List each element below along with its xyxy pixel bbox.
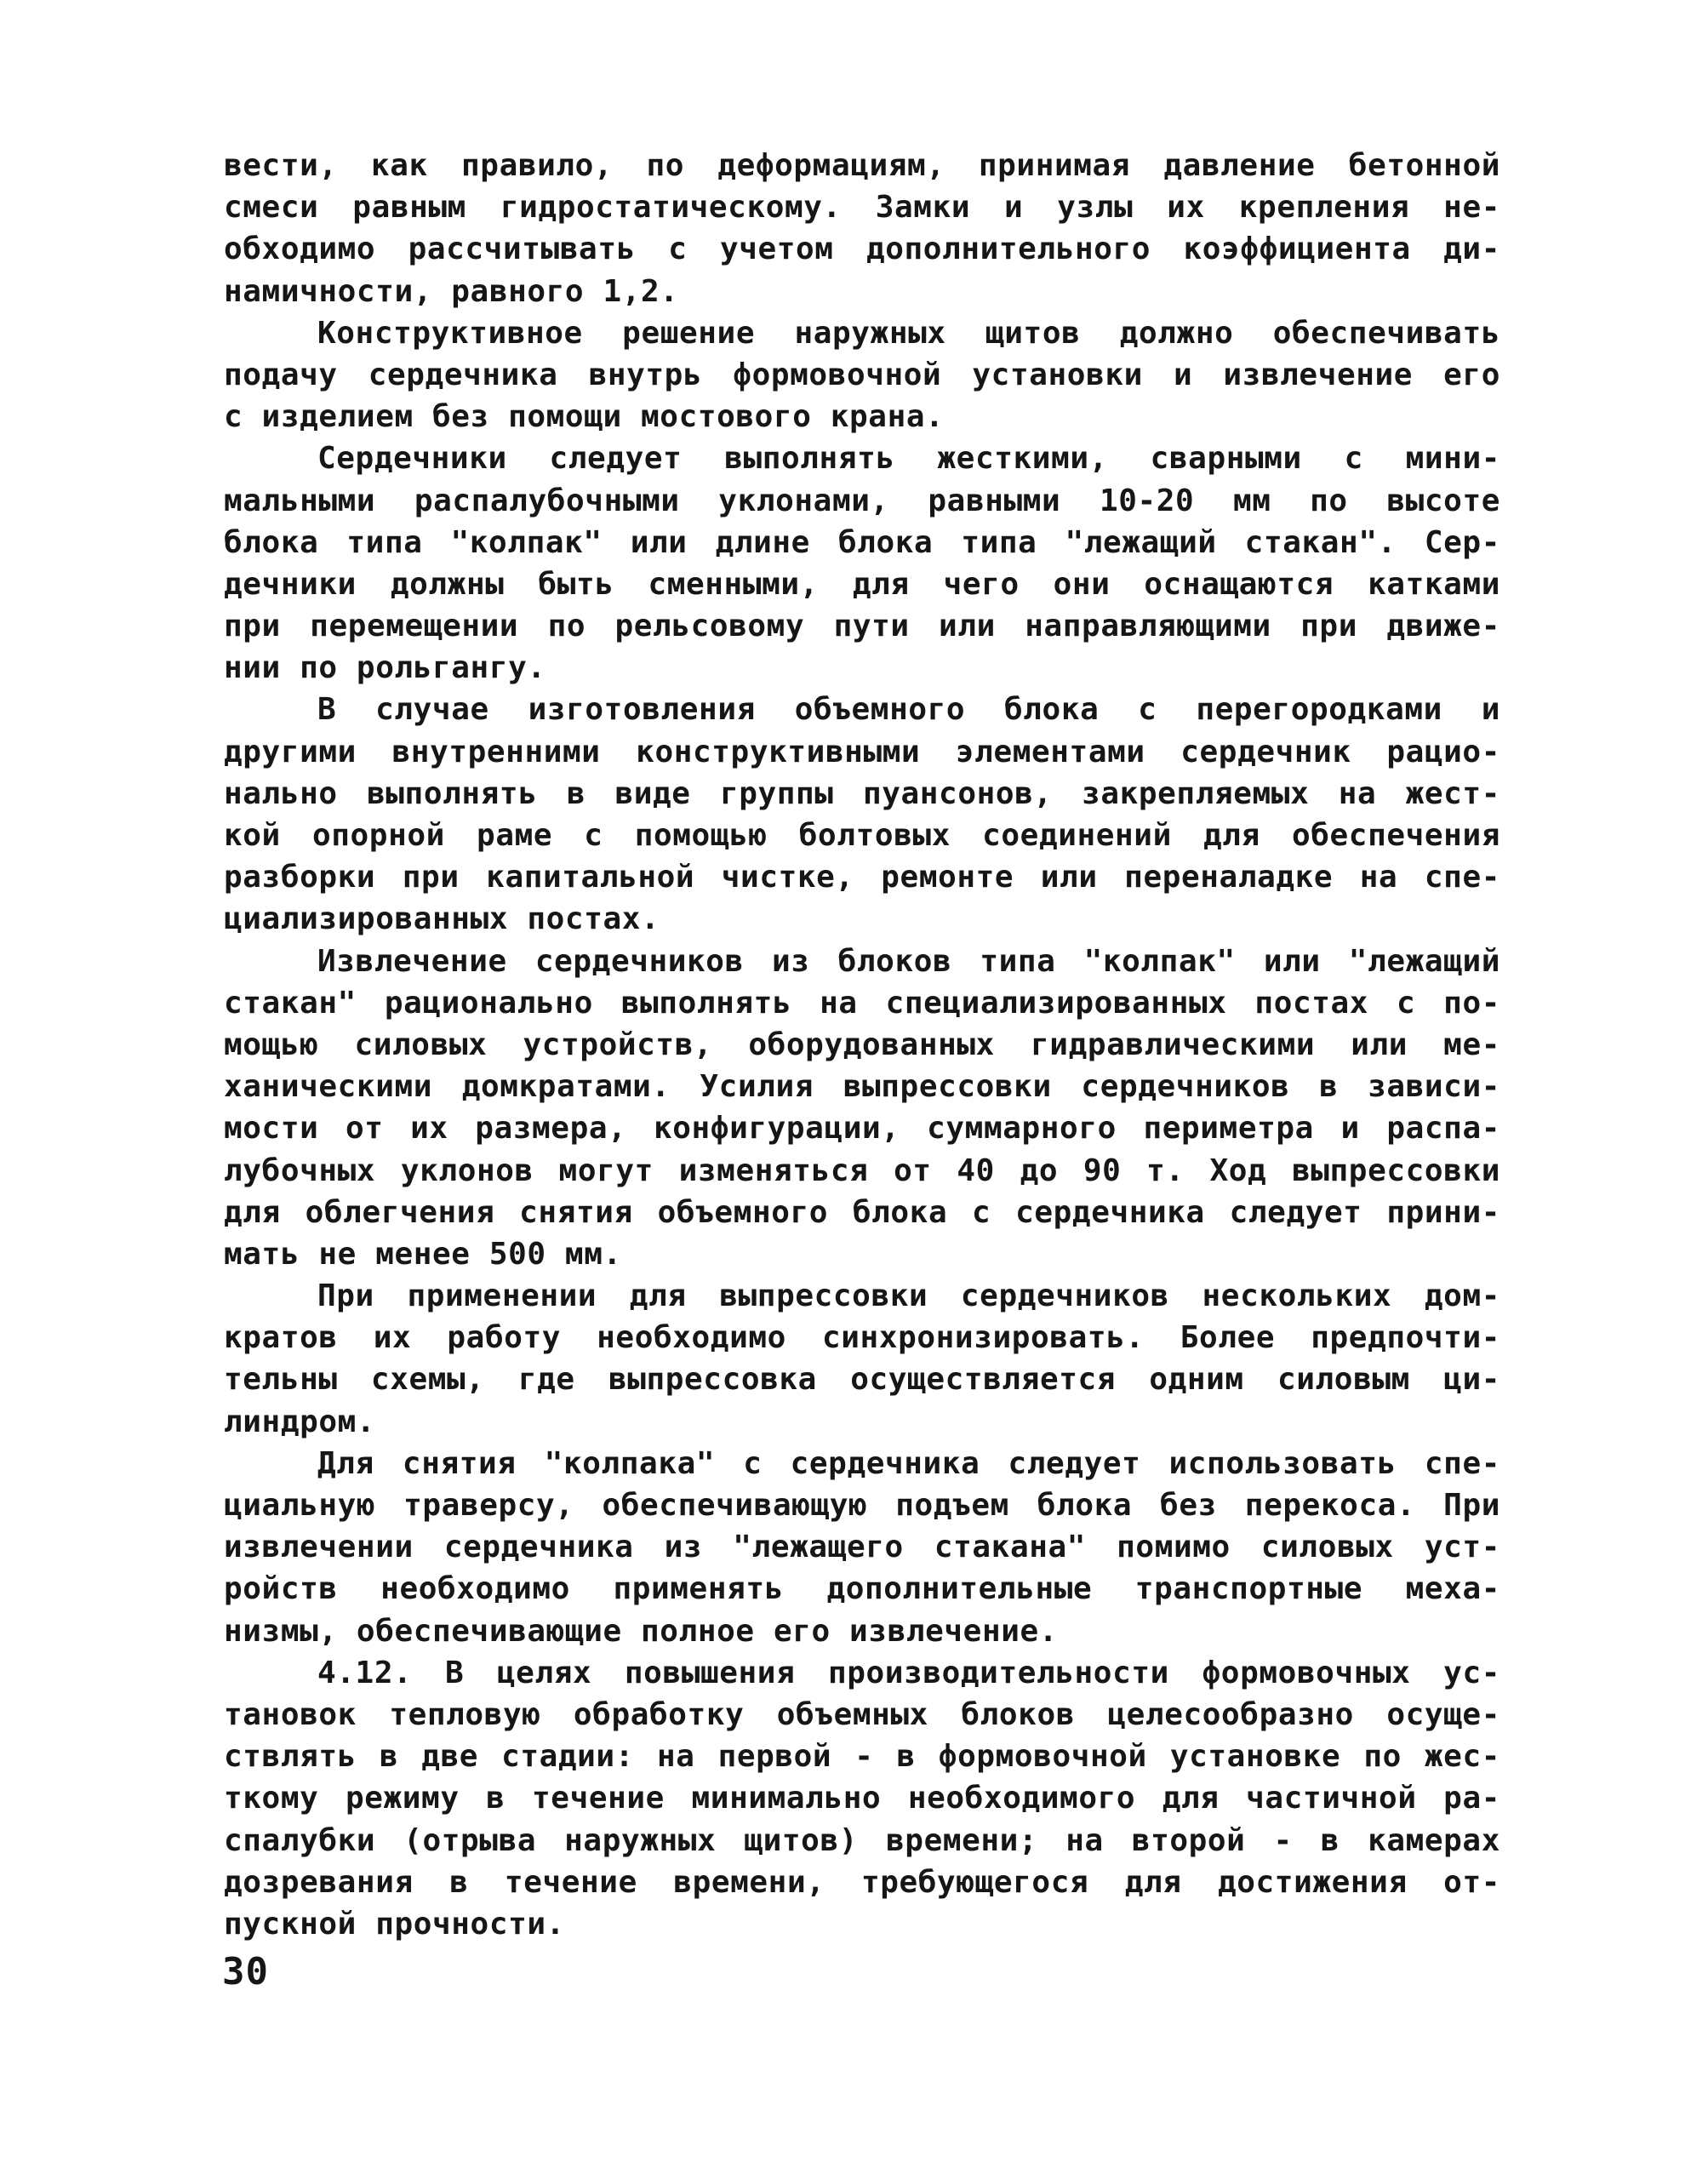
text-line: Конструктивное решение наружных щитов должно обеспечивать bbox=[317, 315, 1500, 351]
text-line: разборки при капитальной чистке, ремонте или переналадке на спе- bbox=[224, 860, 1500, 895]
text-line: смеси равным гидростатическому. Замки и узлы их крепления не- bbox=[224, 190, 1500, 226]
text-line: лубочных уклонов могут изменяться от 40 до 90 т. Ход выпрессовки bbox=[224, 1152, 1500, 1188]
text-line: нии по рольгангу. bbox=[224, 650, 546, 686]
paragraph-traverse bbox=[224, 1443, 1500, 1652]
text-line: обходимо рассчитывать с учетом дополнительного коэффициента ди- bbox=[224, 232, 1500, 267]
paragraph-partitions bbox=[224, 689, 1500, 940]
text-line: мальными распалубочными уклонами, равными 10-20 мм по высоте bbox=[224, 483, 1500, 518]
text-line: для облегчения снятия объемного блока с сердечника следует прини- bbox=[224, 1194, 1500, 1230]
paragraph-continuation bbox=[224, 145, 1500, 312]
text-line: В случае изготовления объемного блока с перегородками и bbox=[317, 692, 1500, 728]
text-line: блока типа "колпак" или длине блока типа "лежащий стакан". Сер- bbox=[224, 524, 1500, 560]
text-line: циализированных постах. bbox=[224, 901, 660, 937]
text-line: 4.12. В целях повышения производительности формовочных ус- bbox=[317, 1655, 1500, 1690]
text-line: При применении для выпрессовки сердечников нескольких дом- bbox=[317, 1278, 1500, 1314]
text-line: тельны схемы, где выпрессовка осуществляется одним силовым ци- bbox=[224, 1362, 1500, 1398]
paragraph-core-extraction bbox=[224, 941, 1500, 1276]
text-line: ханическими домкратами. Усилия выпрессовки сердечников в зависи- bbox=[224, 1069, 1500, 1105]
document-page bbox=[224, 145, 1500, 2102]
page-number: 30 bbox=[222, 1950, 269, 1993]
text-line: кой опорной раме с помощью болтовых соединений для обеспечения bbox=[224, 818, 1500, 853]
text-line: дозревания в течение времени, требующегося для достижения от- bbox=[224, 1864, 1500, 1900]
text-line: Сердечники следует выполнять жесткими, сварными с мини- bbox=[317, 441, 1500, 477]
text-line: при перемещении по рельсовому пути или направляющими при движе- bbox=[224, 609, 1500, 644]
text-line: извлечении сердечника из "лежащего стакана" помимо силовых уст- bbox=[224, 1530, 1500, 1565]
text-line: Для снятия "колпака" с сердечника следует использовать спе- bbox=[317, 1445, 1500, 1481]
text-line: низмы, обеспечивающие полное его извлечение. bbox=[224, 1613, 1059, 1649]
text-line: нально выполнять в виде группы пуансонов, закрепляемых на жест- bbox=[224, 775, 1500, 811]
text-line: тановок тепловую обработку объемных блоков целесообразно осуще- bbox=[224, 1696, 1500, 1732]
paragraph-outer-panels bbox=[224, 312, 1500, 438]
text-line: линдром. bbox=[224, 1404, 376, 1439]
text-line: кратов их работу необходимо синхронизировать. Более предпочти- bbox=[224, 1320, 1500, 1356]
text-line: другими внутренними конструктивными элементами сердечник рацио- bbox=[224, 734, 1500, 769]
text-line: циальную траверсу, обеспечивающую подъем блока без перекоса. При bbox=[224, 1488, 1500, 1523]
text-line: ткому режиму в течение минимально необходимого для частичной ра- bbox=[224, 1781, 1500, 1816]
text-line: мости от их размера, конфигурации, суммарного периметра и распа- bbox=[224, 1111, 1500, 1147]
paragraph-cores bbox=[224, 438, 1500, 689]
text-line: спалубки (отрыва наружных щитов) времени; на второй - в камерах bbox=[224, 1822, 1500, 1858]
paragraph-jacks bbox=[224, 1275, 1500, 1443]
text-line: намичности, равного 1,2. bbox=[224, 273, 679, 309]
paragraph-section-4-12 bbox=[224, 1652, 1500, 1945]
text-line: ствлять в две стадии: на первой - в формовочной установке по жес- bbox=[224, 1739, 1500, 1775]
text-line: мощью силовых устройств, оборудованных гидравлическими или ме- bbox=[224, 1027, 1500, 1062]
text-line: мать не менее 500 мм. bbox=[224, 1236, 622, 1272]
text-line: дечники должны быть сменными, для чего они оснащаются катками bbox=[224, 566, 1500, 602]
text-line: стакан" рационально выполнять на специализированных постах с по- bbox=[224, 985, 1500, 1021]
text-line: ройств необходимо применять дополнительные транспортные меха- bbox=[224, 1571, 1500, 1607]
text-line: пускной прочности. bbox=[224, 1906, 565, 1942]
text-line: вести, как правило, по деформациям, принимая давление бетонной bbox=[224, 148, 1500, 183]
text-line: с изделием без помощи мостового крана. bbox=[224, 399, 945, 435]
text-line: подачу сердечника внутрь формовочной установки и извлечение его bbox=[224, 357, 1500, 392]
text-line: Извлечение сердечников из блоков типа "колпак" или "лежащий bbox=[317, 943, 1500, 979]
